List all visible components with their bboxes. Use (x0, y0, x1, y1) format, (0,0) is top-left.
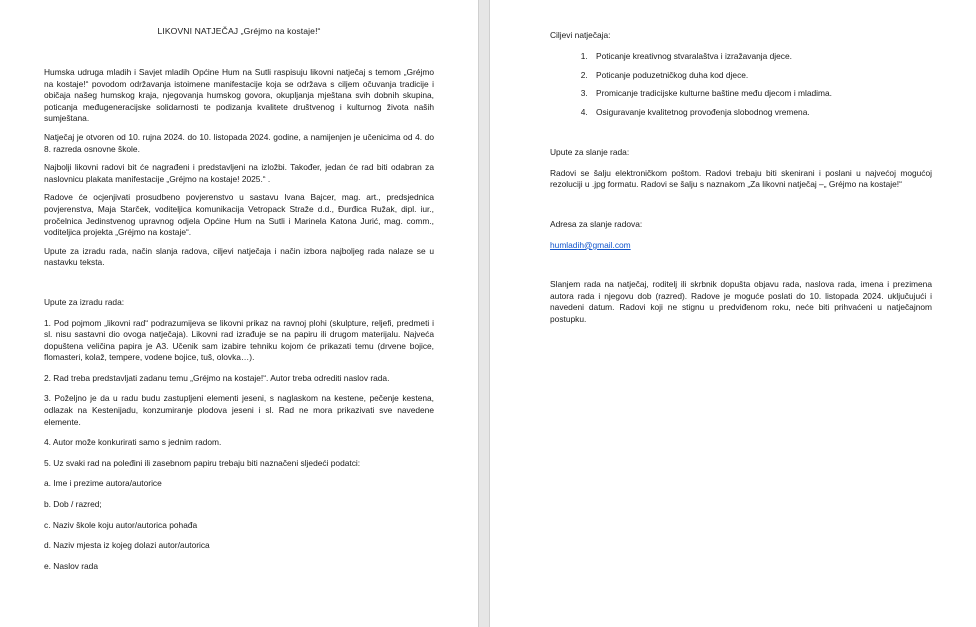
list-item: b. Dob / razred; (44, 499, 102, 510)
list-item: 4. Osiguravanje kvalitetnog provođenja slobodnog vremena. (590, 107, 932, 118)
instructions-list (44, 318, 434, 573)
dates-paragraph: Natječaj je otvoren od 10. rujna 2024. do 10. listopada 2024. godine, a namijenjen je učenicima od 4. do 8. razreda osnovne škole. (44, 131, 434, 154)
sending-paragraph: Radovi se šalju elektroničkom poštom. Radovi trebaju biti skenirani i poslani u najvećoj mogućoj rezoluciji u .jpg formatu. Radovi se šalju s naznakom „Za likovni natječaj –„ Gréjmo na kostaje!“ (550, 167, 932, 190)
email-link[interactable]: humladih@gmail.com (550, 239, 631, 250)
list-item: 1. Poticanje kreativnog stvaralaštva i izražavanja djece. (590, 51, 932, 62)
list-item: e. Naslov rada (44, 560, 98, 571)
list-item: 1. Pod pojmom „likovni rad“ podrazumijeva se likovni prikaz na ravnoj plohi (skulpture, reljefi, predmeti i sl. nisu sastavni dio ovoga natječaja). Likovni rad izrađuje se na papiru ili drugom materijalu. Najveća dopuštena veličina papira je A3. Učenik sam izabire tehniku kojom će prikazati temu (drvene bojice, flomasteri, kolaž, tempere, vodene bojice, tuš, olovka…). (44, 317, 434, 363)
jury-paragraph: Radove će ocjenjivati prosudbeno povjerenstvo u sastavu Ivana Bajcer, mag. art., predsjednica povjerenstva, Maja Starček, voditeljica komunikacija Vetropack Straže d.d., Đurđica Ružak, dipl. iur., pročelnica Jedinstvenog upravnog odjela Općine Hum na Sutli i Marinela Katona Jurić, mag. comm., voditeljica projekta „Gréjmo na kostaje“. (44, 192, 434, 238)
sending-heading: Upute za slanje rada: (550, 147, 630, 158)
intro-paragraph: Humska udruga mladih i Savjet mladih Općine Hum na Sutli raspisuju likovni natječaj s temom „Gréjmo na kostaje!“ povodom održavanja istoimene manifestacije koja se održava s ciljem očuvanja tradicije i običaja našeg humskog kraja, njegovanja humskog govora, okupljanja mještana svih dobnih skupina, poticanja međugeneracijske solidarnosti te podizanja kvalitete društvenog i kulturnog života naših sumještana. (44, 67, 434, 124)
list-item: c. Naziv škole koju autor/autorica pohađa (44, 519, 198, 530)
list-item: d. Naziv mjesta iz kojeg dolazi autor/autorica (44, 540, 210, 551)
document-page-left (0, 0, 478, 627)
address-heading: Adresa za slanje radova: (550, 219, 643, 230)
page-gutter (478, 0, 490, 627)
list-item: 3. Poželjno je da u radu budu zastupljeni elementi jeseni, s naglaskom na kestene, pečenje kestena, odlazak na Kestenijadu, konzumiranje plodova jeseni i sl. Rad ne mora prikazivati sve navedene elemente. (44, 393, 434, 427)
list-item: 2. Rad treba predstavljati zadanu temu „Gréjmo na kostaje!“. Autor treba odrediti naslov rada. (44, 372, 390, 383)
list-item: 3. Promicanje tradicijske kulturne baštine među djecom i mladima. (590, 88, 932, 99)
more-info-paragraph: Upute za izradu rada, način slanja radova, ciljevi natječaja i način izbora najboljeg rada nalaze se u nastavku teksta. (44, 245, 434, 268)
list-item: 4. Autor može konkurirati samo s jednim radom. (44, 437, 222, 448)
goals-list (550, 51, 932, 119)
instructions-heading: Upute za izradu rada: (44, 296, 125, 307)
document-page-right (490, 0, 976, 627)
list-item: 2. Poticanje poduzetničkog duha kod djece. (590, 70, 932, 81)
awards-paragraph: Najbolji likovni radovi bit će nagrađeni i predstavljeni na izložbi. Također, jedan će rad biti odabran za naslovnicu plakata manifestacije „Gréjmo na kostaje! 2025.“ . (44, 162, 434, 184)
consent-paragraph: Slanjem rada na natječaj, roditelj ili skrbnik dopušta objavu rada, naslova rada, imena i prezimena autora rada i njegovu dob (razred). Radove je moguće poslati do 10. listopada 2024. uključujući i navedeni datum. Radovi koji ne stignu u predviđenom roku, neće biti prihvaćeni u natječajnom postupku. (550, 279, 932, 325)
page-title: LIKOVNI NATJEČAJ „Gréjmo na kostaje!“ (157, 26, 321, 36)
list-item: a. Ime i prezime autora/autorice (44, 478, 162, 489)
list-item: 5. Uz svaki rad na poleđini ili zasebnom papiru trebaju biti naznačeni sljedeći podatci: (44, 457, 361, 468)
goals-heading: Ciljevi natječaja: (550, 30, 611, 40)
